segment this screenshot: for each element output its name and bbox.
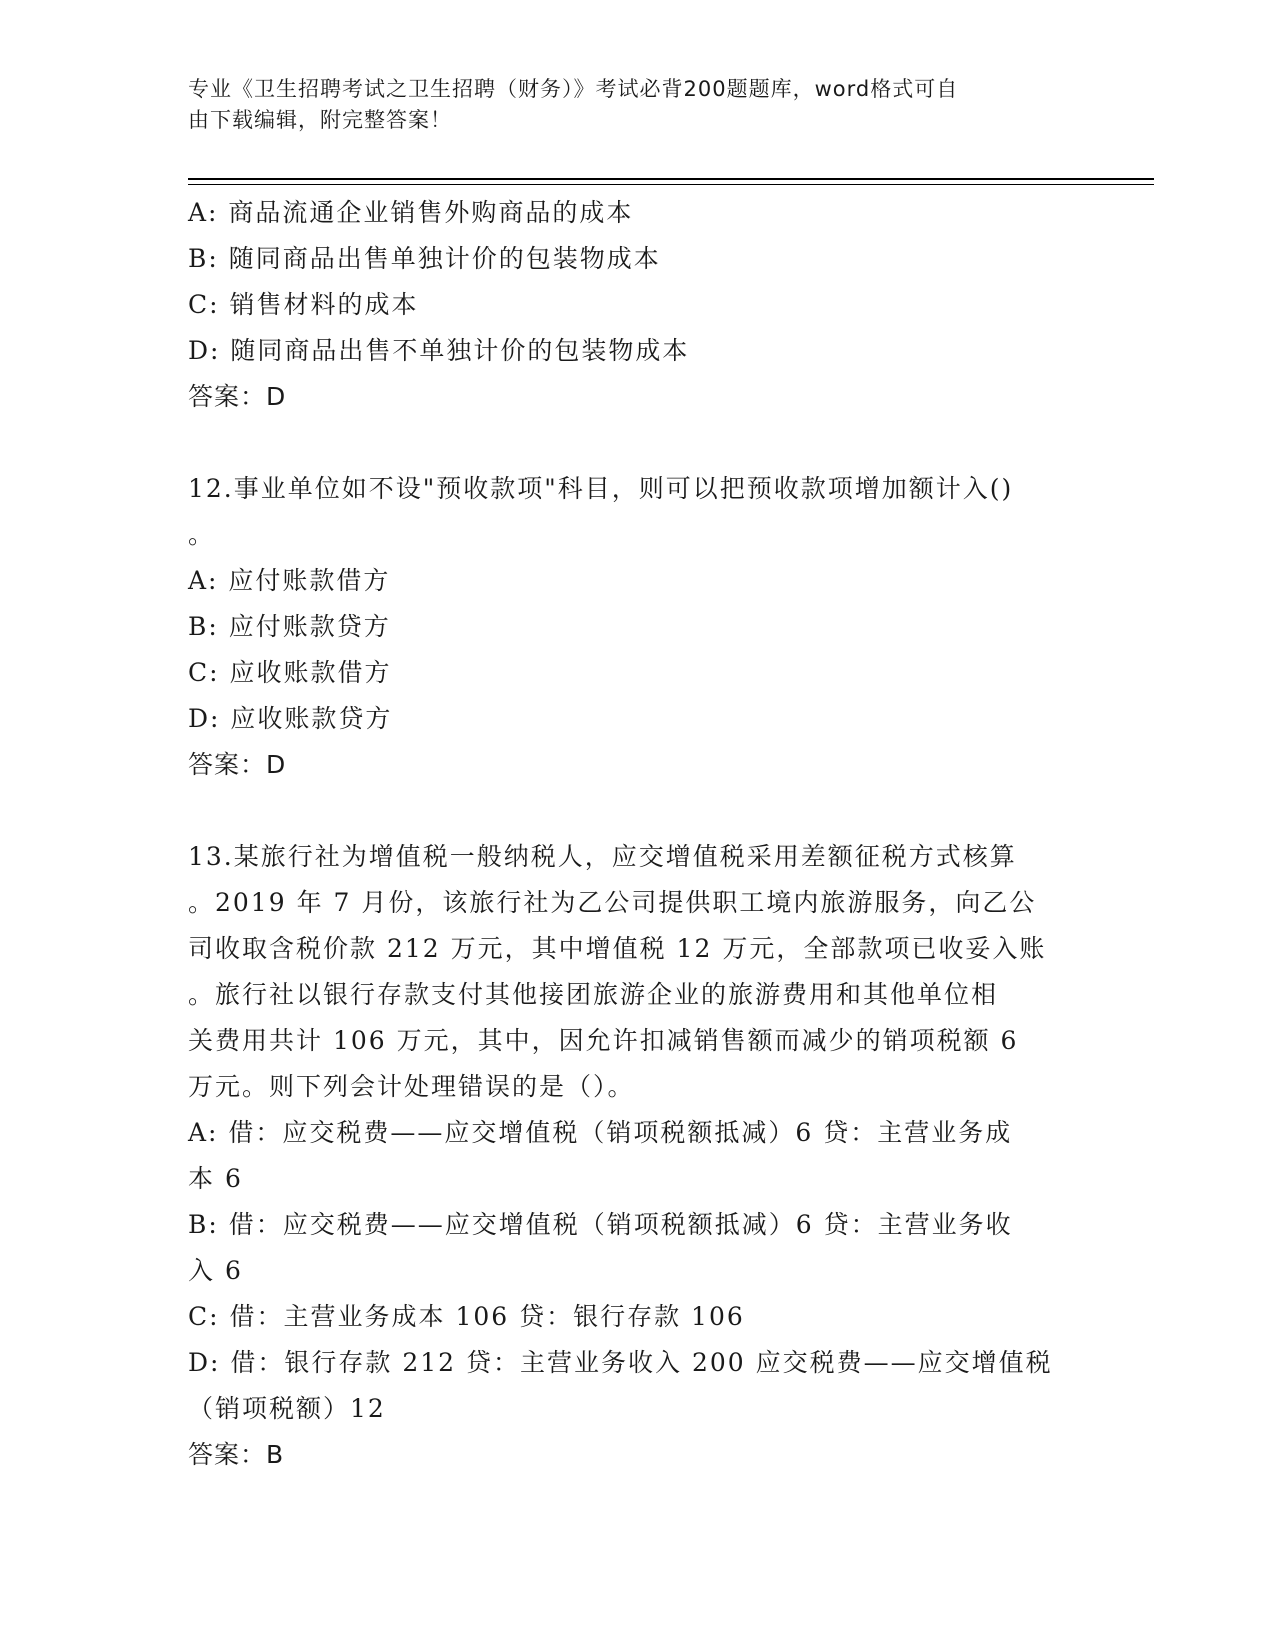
option-b: B: 借：应交税费——应交增值税（销项税额抵减）6 贷：主营业务收 (188, 1210, 1013, 1239)
answer-label: 答案：B (188, 1440, 285, 1469)
question-stem: 。 (188, 520, 216, 549)
option-a: A: 借：应交税费——应交增值税（销项税额抵减）6 贷：主营业务成 (188, 1118, 1013, 1147)
question-stem: 12.事业单位如不设"预收款项"科目，则可以把预收款项增加额计入() (188, 474, 1014, 503)
option-b: B: 应付账款贷方 (188, 612, 391, 641)
spacer (188, 788, 1074, 834)
option-c: C: 销售材料的成本 (188, 290, 419, 319)
option-d: D: 应收账款贷方 (188, 704, 393, 733)
question-12 (188, 466, 1074, 788)
option-b-continued: 入 6 (188, 1256, 243, 1285)
option-a: A: 商品流通企业销售外购商品的成本 (188, 198, 634, 227)
question-content (188, 190, 1074, 1478)
header-divider-thin (188, 184, 1154, 185)
header-line-1: 专业《卫生招聘考试之卫生招聘（财务）》考试必背200题题库，word格式可自 (188, 77, 959, 101)
question-stem: 万元。则下列会计处理错误的是（）。 (188, 1072, 635, 1101)
header-line-2: 由下载编辑，附完整答案！ (188, 108, 452, 132)
option-c: C: 应收账款借方 (188, 658, 392, 687)
question-13 (188, 834, 1074, 1478)
question-stem: 。2019 年 7 月份，该旅行社为乙公司提供职工境内旅游服务，向乙公 (188, 888, 1037, 917)
option-d: D: 借：银行存款 212 贷：主营业务收入 200 应交税费——应交增值税 (188, 1348, 1053, 1377)
option-a: A: 应付账款借方 (188, 566, 391, 595)
answer-label: 答案：D (188, 750, 287, 779)
document-header (188, 74, 1068, 136)
answer-label: 答案：D (188, 382, 287, 411)
option-c: C: 借：主营业务成本 106 贷：银行存款 106 (188, 1302, 745, 1331)
question-stem: 13.某旅行社为增值税一般纳税人，应交增值税采用差额征税方式核算 (188, 842, 1017, 871)
option-a-continued: 本 6 (188, 1164, 243, 1193)
question-11-options (188, 190, 1074, 420)
question-stem: 关费用共计 106 万元，其中，因允许扣减销售额而减少的销项税额 6 (188, 1026, 1019, 1055)
question-stem: 。旅行社以银行存款支付其他接团旅游企业的旅游费用和其他单位相 (188, 980, 999, 1009)
question-stem: 司收取含税价款 212 万元，其中增值税 12 万元，全部款项已收妥入账 (188, 934, 1047, 963)
option-b: B: 随同商品出售单独计价的包装物成本 (188, 244, 661, 273)
option-d-continued: （销项税额）12 (188, 1394, 386, 1423)
spacer (188, 420, 1074, 466)
header-divider-thick (188, 178, 1154, 180)
option-d: D: 随同商品出售不单独计价的包装物成本 (188, 336, 690, 365)
